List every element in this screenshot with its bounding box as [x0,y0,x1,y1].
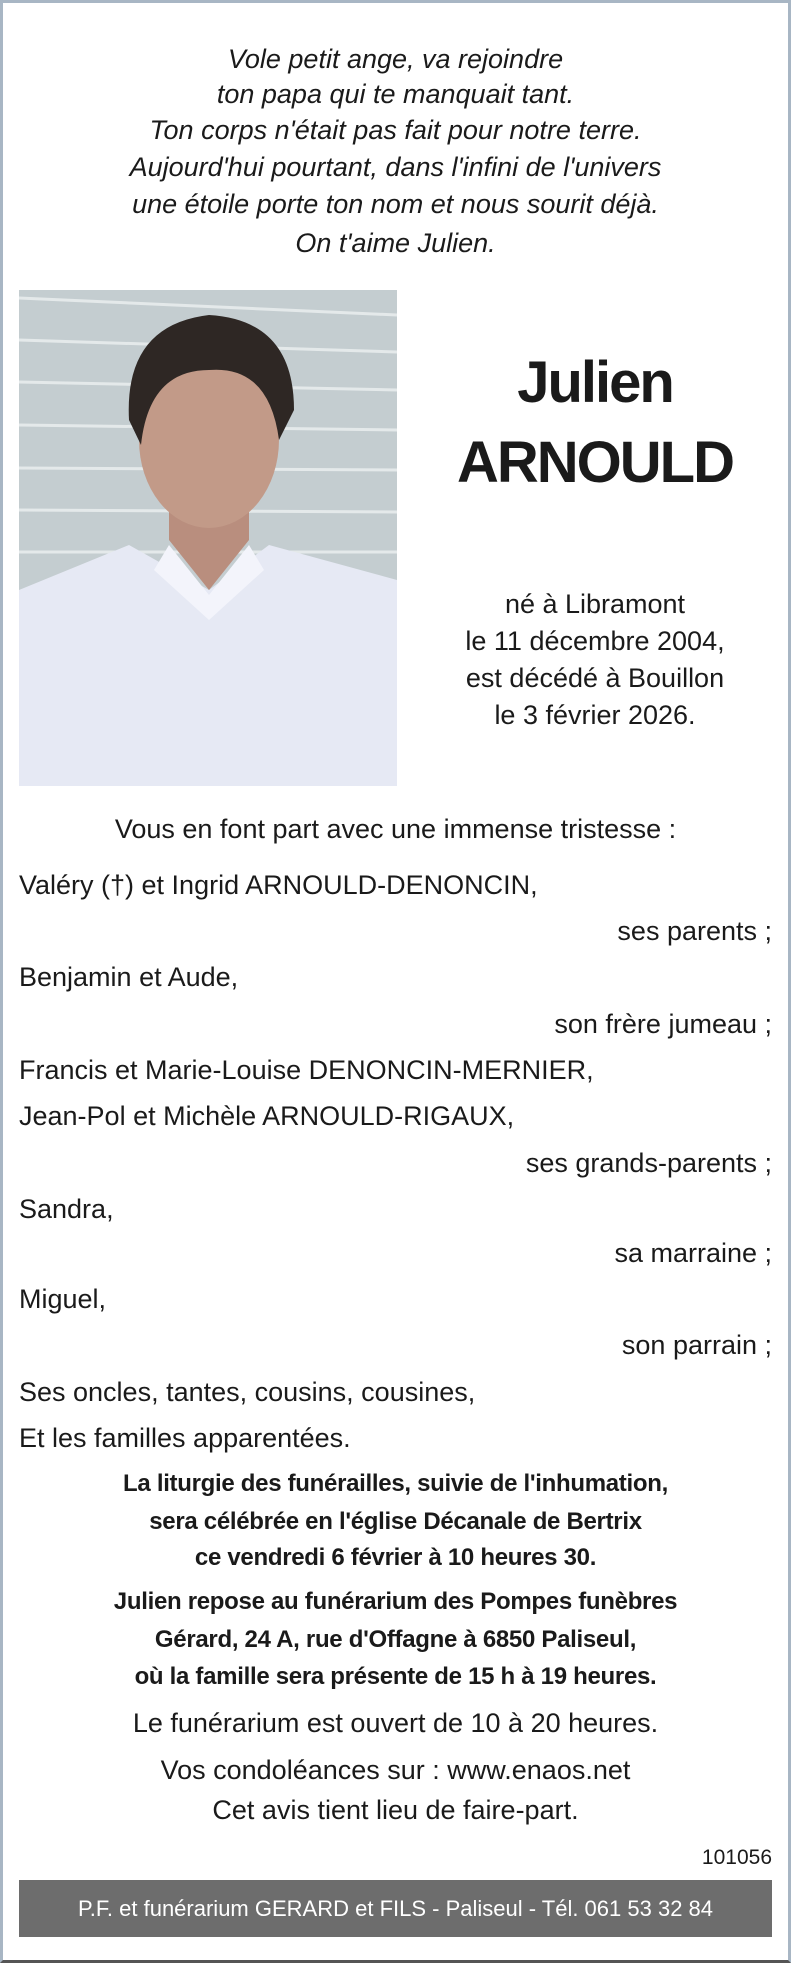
note-line: Le funérarium est ouvert de 10 à 20 heures. [132,1708,659,1738]
poem-line: ton papa qui te manquait tant. [216,79,575,109]
poem-line: une étoile porte ton nom et nous sourit déjà. [132,189,659,219]
family-line: Valéry (†) et Ingrid ARNOULD-DENONCIN, [19,870,538,900]
funeral-line: Julien repose au funérarium des Pompes funèbres [113,1588,678,1615]
bio-line: est décédé à Bouillon [465,663,725,693]
funeral-line: sera célébrée en l'église Décanale de Bertrix [149,1508,642,1535]
family-line: Benjamin et Aude, [19,962,239,992]
family-relation: sa marraine ; [614,1238,772,1268]
family-line: Ses oncles, tantes, cousins, cousines, [19,1377,476,1407]
bio-line: le 11 décembre 2004, [465,626,725,656]
portrait-photo [19,290,397,786]
family-line: Miguel, [19,1284,107,1314]
family-line: Et les familles apparentées. [19,1423,351,1453]
funeral-line: ce vendredi 6 février à 10 heures 30. [194,1544,597,1571]
family-line: Sandra, [19,1194,114,1224]
reference-number: 101056 [701,1846,772,1869]
bio-line: le 3 février 2026. [494,700,696,730]
funeral-home-footer: P.F. et funérarium GERARD et FILS - Paliseul - Tél. 061 53 32 84 [19,1880,772,1937]
funeral-line: La liturgie des funérailles, suivie de l'inhumation, [123,1470,668,1497]
intro-text: Vous en font part avec une immense tristesse : [114,814,677,844]
deceased-first-name: Julien [517,350,673,415]
deceased-last-name: ARNOULD [457,430,733,495]
poem-line: On t'aime Julien. [295,228,496,258]
funeral-line: où la famille sera présente de 15 h à 19 heures. [134,1663,657,1690]
family-relation: ses parents ; [617,916,772,946]
family-relation: son parrain ; [621,1330,772,1360]
poem-line: Vole petit ange, va rejoindre [227,44,564,74]
poem-line: Ton corps n'était pas fait pour notre terre. [149,115,642,145]
note-line: Vos condoléances sur : www.enaos.net [160,1755,631,1785]
note-line: Cet avis tient lieu de faire-part. [212,1795,579,1825]
family-line: Jean-Pol et Michèle ARNOULD-RIGAUX, [19,1101,515,1131]
funeral-line: Gérard, 24 A, rue d'Offagne à 6850 Paliseul, [154,1626,637,1653]
family-line: Francis et Marie-Louise DENONCIN-MERNIER, [19,1055,594,1085]
family-relation: son frère jumeau ; [554,1009,772,1039]
bio-line: né à Libramont [504,589,686,619]
poem-line: Aujourd'hui pourtant, dans l'infini de l'univers [129,152,662,182]
family-relation: ses grands-parents ; [525,1148,772,1178]
